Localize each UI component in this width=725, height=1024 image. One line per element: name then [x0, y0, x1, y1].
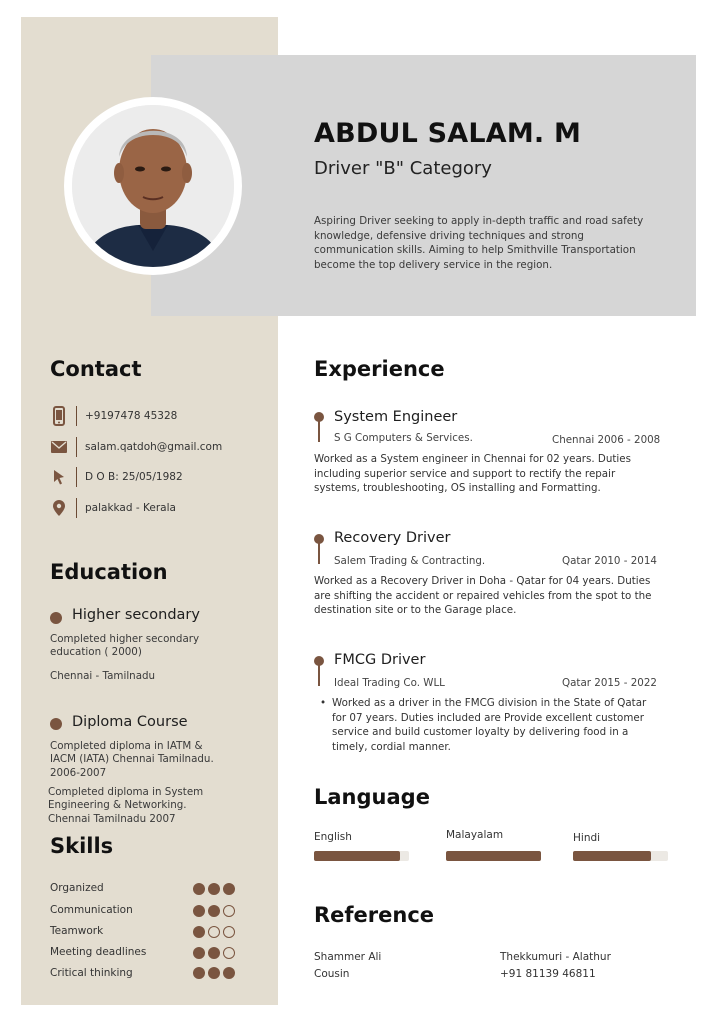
reference-heading: Reference	[314, 903, 435, 927]
skill-dot-filled	[223, 967, 235, 979]
job-date: Chennai 2006 - 2008	[552, 434, 661, 446]
skill-name: Organized	[50, 882, 104, 894]
skill-dot-filled	[193, 905, 205, 917]
job-title: Recovery Driver	[334, 530, 451, 546]
education-item-line: Engineering & Networking.	[48, 799, 187, 811]
candidate-role: Driver "B" Category	[314, 158, 492, 179]
job-company: S G Computers & Services.	[334, 432, 473, 444]
location-pin-icon	[50, 498, 68, 518]
contact-phone-text: +9197478 45328	[85, 410, 178, 422]
candidate-name: ABDUL SALAM. M	[314, 118, 582, 149]
phone-icon	[50, 406, 68, 426]
job-company: Ideal Trading Co. WLL	[334, 677, 445, 689]
contact-divider	[76, 406, 77, 426]
skill-dot-filled	[208, 883, 220, 895]
education-heading: Education	[50, 560, 168, 584]
language-heading: Language	[314, 785, 430, 809]
education-bullet-icon	[50, 612, 62, 624]
education-item-line: IACM (IATA) Chennai Tamilnadu.	[50, 753, 214, 765]
education-item-line: Completed higher secondary	[50, 633, 200, 645]
job-company: Salem Trading & Contracting.	[334, 555, 486, 567]
language-level-bar	[314, 851, 409, 861]
job-description: • Worked as a driver in the FMCG division in the State of Qatar for 07 years. Duties included are Provide excellent customer service and build customer loyalty by delivering food in a timely, cordial manner.	[320, 696, 656, 754]
language-level-fill	[314, 851, 400, 861]
language-level-bar	[446, 851, 541, 861]
skill-dot-filled	[193, 967, 205, 979]
skill-rating	[193, 883, 235, 895]
profile-summary: Aspiring Driver seeking to apply in-depth traffic and road safety knowledge, defensive driving techniques and strong communication skills. Aiming to help Smithville Transportation become the top delivery service in the region.	[314, 215, 644, 271]
education-item-line: education ( 2000)	[50, 646, 142, 658]
skill-rating	[193, 947, 235, 959]
skill-rating	[193, 926, 235, 938]
skill-dot-filled	[208, 967, 220, 979]
contact-heading: Contact	[50, 357, 142, 381]
contact-dob	[50, 466, 183, 488]
education-item-line: Completed diploma in IATM &	[50, 740, 203, 752]
language-level-bar	[573, 851, 668, 861]
timeline-pin-icon	[314, 534, 324, 566]
skill-dot-filled	[208, 947, 220, 959]
education-bullet-icon	[50, 718, 62, 730]
skill-name: Meeting deadlines	[50, 946, 147, 958]
mail-icon	[50, 437, 68, 457]
language-name: Malayalam	[446, 829, 504, 841]
skill-dot-empty	[223, 926, 235, 938]
job-title: FMCG Driver	[334, 652, 426, 668]
skill-rating	[193, 967, 235, 979]
language-level-fill	[573, 851, 651, 861]
skills-heading: Skills	[50, 834, 114, 858]
reference-relation: Cousin	[314, 968, 350, 980]
job-date: Qatar 2010 - 2014	[562, 555, 657, 567]
skill-dot-filled	[193, 947, 205, 959]
contact-location	[50, 497, 176, 519]
skill-dot-filled	[223, 883, 235, 895]
skill-name: Teamwork	[50, 925, 104, 937]
education-item-title: Diploma Course	[72, 714, 188, 730]
profile-photo	[72, 105, 234, 267]
contact-email	[50, 436, 222, 458]
contact-divider	[76, 498, 77, 518]
timeline-pin-icon	[314, 412, 324, 444]
education-item-line: 2006-2007	[50, 767, 107, 779]
job-description: Worked as a Recovery Driver in Doha - Qatar for 04 years. Duties are shifting the accident or repaired vehicles from the spot to the destination site or to the Garage place.	[314, 575, 652, 616]
skill-rating	[193, 905, 235, 917]
skill-dot-empty	[223, 905, 235, 917]
reference-place: Thekkumuri - Alathur	[500, 951, 611, 963]
education-item-line: Completed diploma in System	[48, 786, 204, 798]
skill-dot-filled	[193, 883, 205, 895]
contact-location-text: palakkad - Kerala	[85, 502, 176, 514]
language-name: Hindi	[573, 832, 601, 844]
job-date: Qatar 2015 - 2022	[562, 677, 657, 689]
contact-phone	[50, 405, 177, 427]
reference-name: Shammer Ali	[314, 951, 382, 963]
cursor-icon	[50, 467, 68, 487]
language-name: English	[314, 831, 352, 843]
skill-dot-filled	[193, 926, 205, 938]
experience-heading: Experience	[314, 357, 445, 381]
contact-email-text: salam.qatdoh@gmail.com	[85, 441, 223, 453]
job-description: Worked as a System engineer in Chennai for 02 years. Duties including superior service and support to rectify the repair systems, troubleshooting, OS installing and Formatting.	[314, 453, 631, 494]
skill-name: Communication	[50, 904, 133, 916]
contact-dob-text: D O B: 25/05/1982	[85, 471, 183, 483]
education-item-title: Higher secondary	[72, 607, 200, 623]
language-level-fill	[446, 851, 541, 861]
education-item-line: Chennai Tamilnadu 2007	[48, 813, 176, 825]
contact-divider	[76, 467, 77, 487]
education-item-line: Chennai - Tamilnadu	[50, 670, 156, 682]
skill-dot-empty	[208, 926, 220, 938]
timeline-pin-icon	[314, 656, 324, 688]
skill-name: Critical thinking	[50, 967, 133, 979]
skill-dot-empty	[223, 947, 235, 959]
job-title: System Engineer	[334, 409, 458, 425]
contact-divider	[76, 437, 77, 457]
skill-dot-filled	[208, 905, 220, 917]
reference-phone: +91 81139 46811	[500, 968, 596, 980]
